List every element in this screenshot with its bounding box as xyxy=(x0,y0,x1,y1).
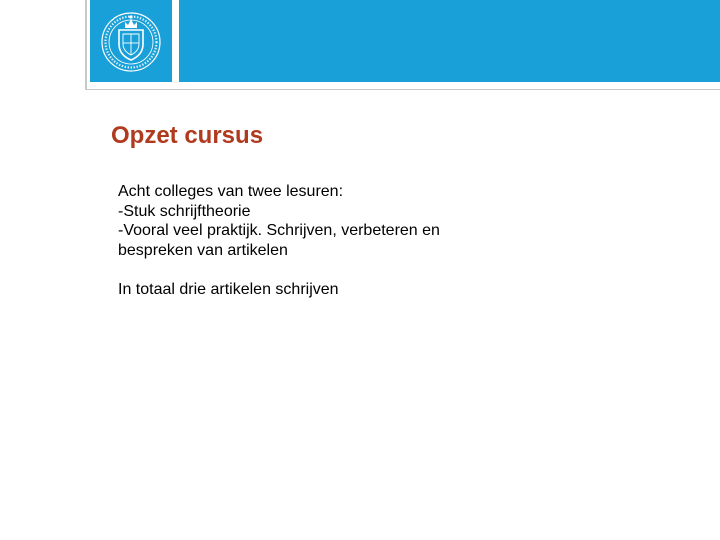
header-band xyxy=(179,0,720,82)
body-line: In totaal drie artikelen schrijven xyxy=(118,280,339,298)
body-line: bespreken van artikelen xyxy=(118,241,288,259)
slide-body xyxy=(118,182,538,299)
header-divider-vertical xyxy=(85,0,87,90)
body-line: Acht colleges van twee lesuren: xyxy=(118,183,344,200)
slide-title: Opzet cursus xyxy=(111,122,264,149)
header-divider-horizontal xyxy=(85,89,720,90)
university-seal-icon xyxy=(90,0,172,82)
body-line: -Vooral veel praktijk. Schrijven, verbeteren en xyxy=(118,222,440,239)
paragraph-gap xyxy=(118,260,538,280)
body-line: -Stuk schrijftheorie xyxy=(118,202,251,220)
